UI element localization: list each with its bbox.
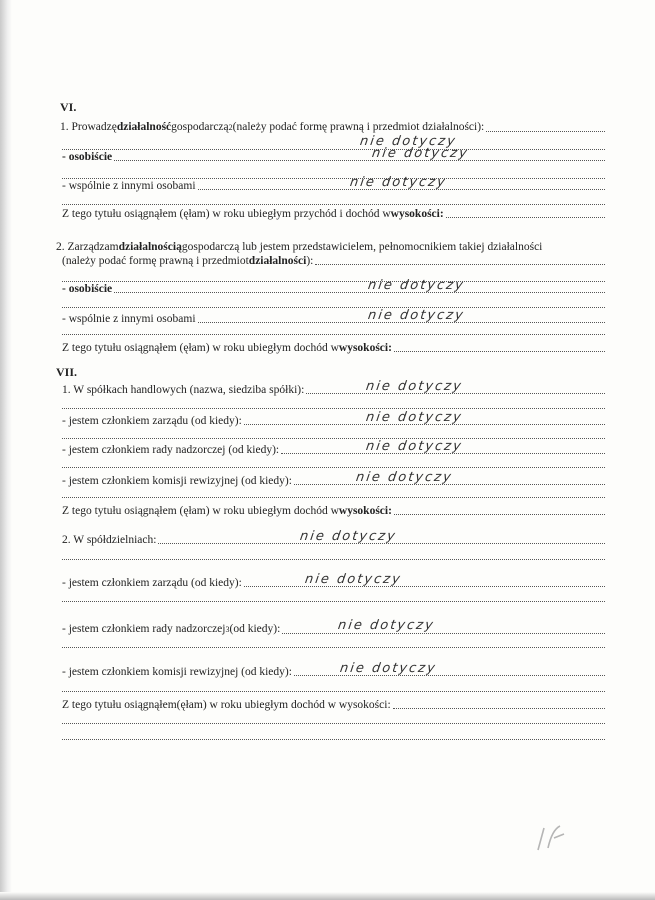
vi-item1-personally: - osobiście [62,150,605,164]
vii-item1-label: 1. W spółkach handlowych (nazwa, siedziba spółki): [62,383,605,397]
vi-item1-jointly: - wspólnie z innymi osobami [62,179,605,193]
vii-item1-audit: - jestem członkiem komisji rewizyjnej (od kiedy): [62,474,605,488]
handwritten-answer: nie dotyczy [366,308,466,323]
vi-item1-line: 1. Prowadzę działalność gospodarczą 2 (należy podać formę prawną i przedmiot działalności): [60,120,605,135]
page-edge-shadow [0,0,12,900]
fill-line [62,407,605,409]
vii-item1-supervisory: - jestem członkiem rady nadzorczej (od kiedy): [62,443,605,457]
handwritten-answer: nie dotyczy [364,379,464,394]
handwritten-answer: nie dotyczy [338,661,438,676]
vii-item2-label: 2. W spółdzielniach: [62,533,605,547]
vii-item2-board: - jestem członkiem zarządu (od kiedy): [62,576,605,590]
handwritten-answer: nie dotyczy [298,529,398,544]
fill-line [62,690,605,692]
fill-line [62,496,605,498]
handwritten-answer: nie dotyczy [370,146,470,161]
vii-item1-income: Z tego tytułu osiągnąłem (ęłam) w roku ubiegłym dochód w wysokości: [62,504,605,518]
vii-item2-supervisory: - jestem członkiem rady nadzorczej 3 (od kiedy): [62,622,605,637]
handwritten-answer: nie dotyczy [364,410,464,425]
vi-item2-line1: 2. Zarządzam działalnością gospodarczą lub jestem przedstawicielem, pełnomocnikiem takiej działalności [56,241,543,253]
handwritten-answer: nie dotyczy [348,175,448,190]
vii-item2-income: Z tego tytułu osiągnąłem(ęłam) w roku ubiegłym dochód w wysokości: [62,698,605,712]
vi-item2-line2: (należy podać formę prawną i przedmiot działalności ): [62,254,605,268]
handwritten-answer: nie dotyczy [354,470,454,485]
vii-item2-audit: - jestem członkiem komisji rewizyjnej (od kiedy): [62,665,605,679]
fill-line [62,437,605,439]
section-vii-heading: VII. [56,365,78,379]
fill-line [62,306,605,308]
vi-item2-jointly: - wspólnie z innymi osobami [62,312,605,326]
handwritten-answer: nie dotyczy [336,618,436,633]
fill-line [62,646,605,648]
page-edge-shadow [0,892,655,900]
handwritten-answer: nie dotyczy [364,439,464,454]
initials-scribble [530,820,570,855]
fill-line [62,722,605,724]
vi-item2-personally: - osobiście [62,282,605,296]
fill-line [62,203,605,205]
handwritten-answer: nie dotyczy [358,134,458,149]
vii-item1-board: - jestem członkiem zarządu (od kiedy): [62,414,605,428]
fill-line [62,600,605,602]
handwritten-answer: nie dotyczy [303,572,403,587]
vi-item1-income: Z tego tytułu osiągnąłem (ęłam) w roku ubiegłym przychód i dochód w wysokości: [62,207,605,221]
vi-item2-income: Z tego tytułu osiągnąłem (ęłam) w roku ubiegłym dochód w wysokości: [62,341,605,355]
section-vi-heading: VI. [60,100,77,114]
fill-line [62,333,605,335]
handwritten-answer: nie dotyczy [366,278,466,293]
fill-line [62,466,605,468]
fill-line [62,738,605,740]
fill-line [62,558,605,560]
